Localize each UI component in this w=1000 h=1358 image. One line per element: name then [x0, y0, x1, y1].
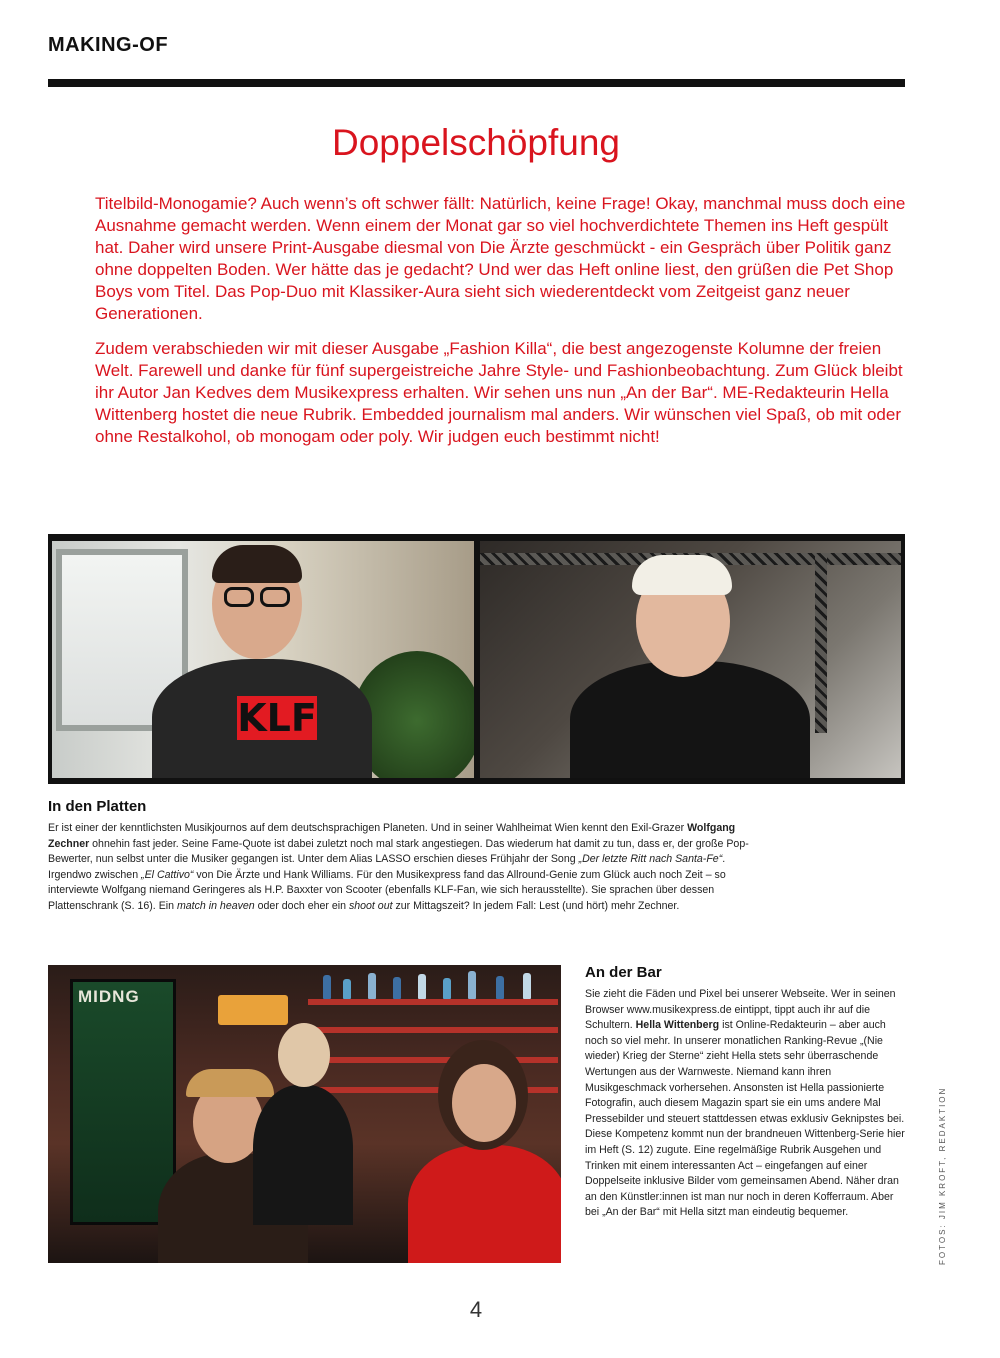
bar-heading: An der Bar: [585, 964, 662, 981]
person-left: [142, 541, 402, 778]
klf-shirt-print: KLF: [237, 696, 317, 740]
intro-paragraph-1: Titelbild-Monogamie? Auch wenn’s oft schwer fällt: Natürlich, keine Frage! Okay, manchmal muss doch eine Ausnahme gemacht werden. Wenn einem der Monat gar so viel hochverdichtete Themen ins Heft gespült hat. Daher wird unsere Print-Ausgabe diesmal von Die Ärzte geschmückt - ein Gespräch über Politik ganz ohne doppelten Boden. Wer hätte das je gedacht? Und wer das Heft online liest, den grüßen die Pet Shop Boys vom Titel. Das Pop-Duo mit Klassiker-Aura sieht sich wiederentdeckt vom Zeitgeist ganz neuer Generationen.: [95, 194, 906, 323]
intro-paragraph-2: Zudem verabschieden wir mit dieser Ausgabe „Fashion Killa“, die best angezogenste Kolumne der freien Welt. Farewell und danke für fünf supergeistreiche Jahre Style- und Fashionbeobachtung. Zum Glück bleibt ihr Autor Jan Kedves dem Musikexpress erhalten. Wir sehen uns nun „An der Bar“. ME-Redakteurin Hella Wittenberg hostet die neue Rubrik. Embedded journalism mal anders. Wir wünschen viel Spaß, ob mit oder ohne Restalkohol, ob monogam oder poly. Wir judgen euch bestimmt nicht!: [95, 339, 903, 446]
bar-photo: [48, 965, 561, 1263]
section-label: MAKING-OF: [48, 34, 169, 56]
fridge-sign: MIDNG: [78, 987, 140, 1006]
video-pane-left: [52, 541, 474, 778]
video-call-photo: [48, 534, 905, 784]
photo-credit: FOTOS: JIM KROFT, REDAKTION: [938, 1086, 947, 1265]
platten-text: Er ist einer der kenntlichsten Musikjournos auf dem deutschsprachigen Planeten. Und in seiner Wahlheimat Wien kennt den Exil-Grazer Wolfgang Zechner ohnehin fast jeder. Seine Fame-Quote ist dabei zuletzt noch mal stark angestiegen. Das wiederum hat damit zu tun, dass er, der große Pop-Bewerter, nun selbst unter die Musiker gegangen ist. Unter dem Alias LASSO erschien dieses Frühjahr der Song „Der letzte Ritt nach Santa-Fe“. Irgendwo zwischen „El Cattivo“ von Die Ärzte und Hank Williams. Für den Musikexpress fand das Allround-Genie zum Glück auch noch Zeit – so interviewte Wolfgang niemand Geringeres als H.P. Baxxter von Scooter (ebenfalls KLF-Fan, wie sich herausstellte). Sie sprachen über dessen Plattenschrank (S. 16). Ein match in heaven oder doch eher ein shoot out zur Mittagszeit? In jedem Fall: Lest (und hört) mehr Zechner.: [48, 822, 749, 912]
page-number: 4: [469, 1297, 483, 1322]
person-right: [570, 541, 830, 778]
bartender: [248, 1015, 358, 1215]
woman-in-red: [398, 1020, 561, 1263]
intro-text: [95, 193, 910, 461]
platten-heading: In den Platten: [48, 798, 147, 815]
bar-text: Sie zieht die Fäden und Pixel bei unserer Webseite. Wer in seinen Browser www.musikexpress.de eintippt, tippt auch ihr auf die Schultern. Hella Wittenberg ist Online-Redakteurin – aber auch noch so viel mehr. In unserer monatlichen Ranking-Revue „(Nie wieder) Krieg der Sterne“ zieht Hella stets sehr überraschende Wertungen aus der Warnweste. Niemand kann ihren Musikgeschmack vorhersehen. Ansonsten ist Hella passionierte Fotografin, auch diesem Magazin spart sie ein ums andere Mal Pressebilder und steuert stattdessen etwas exklusiv Geknipstes bei. Diese Kompetenz kommt nun der brandneuen Wittenberg-Serie hier im Heft (S. 12) zugute. Eine regelmäßige Rubrik Ausgehen und Trinken mit einem interessanten Act – eingefangen auf einer Doppelseite inklusive Bilder vom gemeinsamen Abend. Näher dran an den Künstler:innen ist man nur noch in deren Kofferraum. Aber bei „An der Bar“ mit Hella sitzt man eindeutig bequemer.: [585, 988, 905, 1219]
header-rule: [48, 79, 905, 87]
headline: Doppelschöpfung: [332, 122, 620, 163]
video-pane-right: [480, 541, 902, 778]
name-wolfgang-zechner: Wolfgang Zechner: [48, 822, 736, 850]
name-hella-wittenberg: Hella Wittenberg: [635, 1019, 720, 1032]
